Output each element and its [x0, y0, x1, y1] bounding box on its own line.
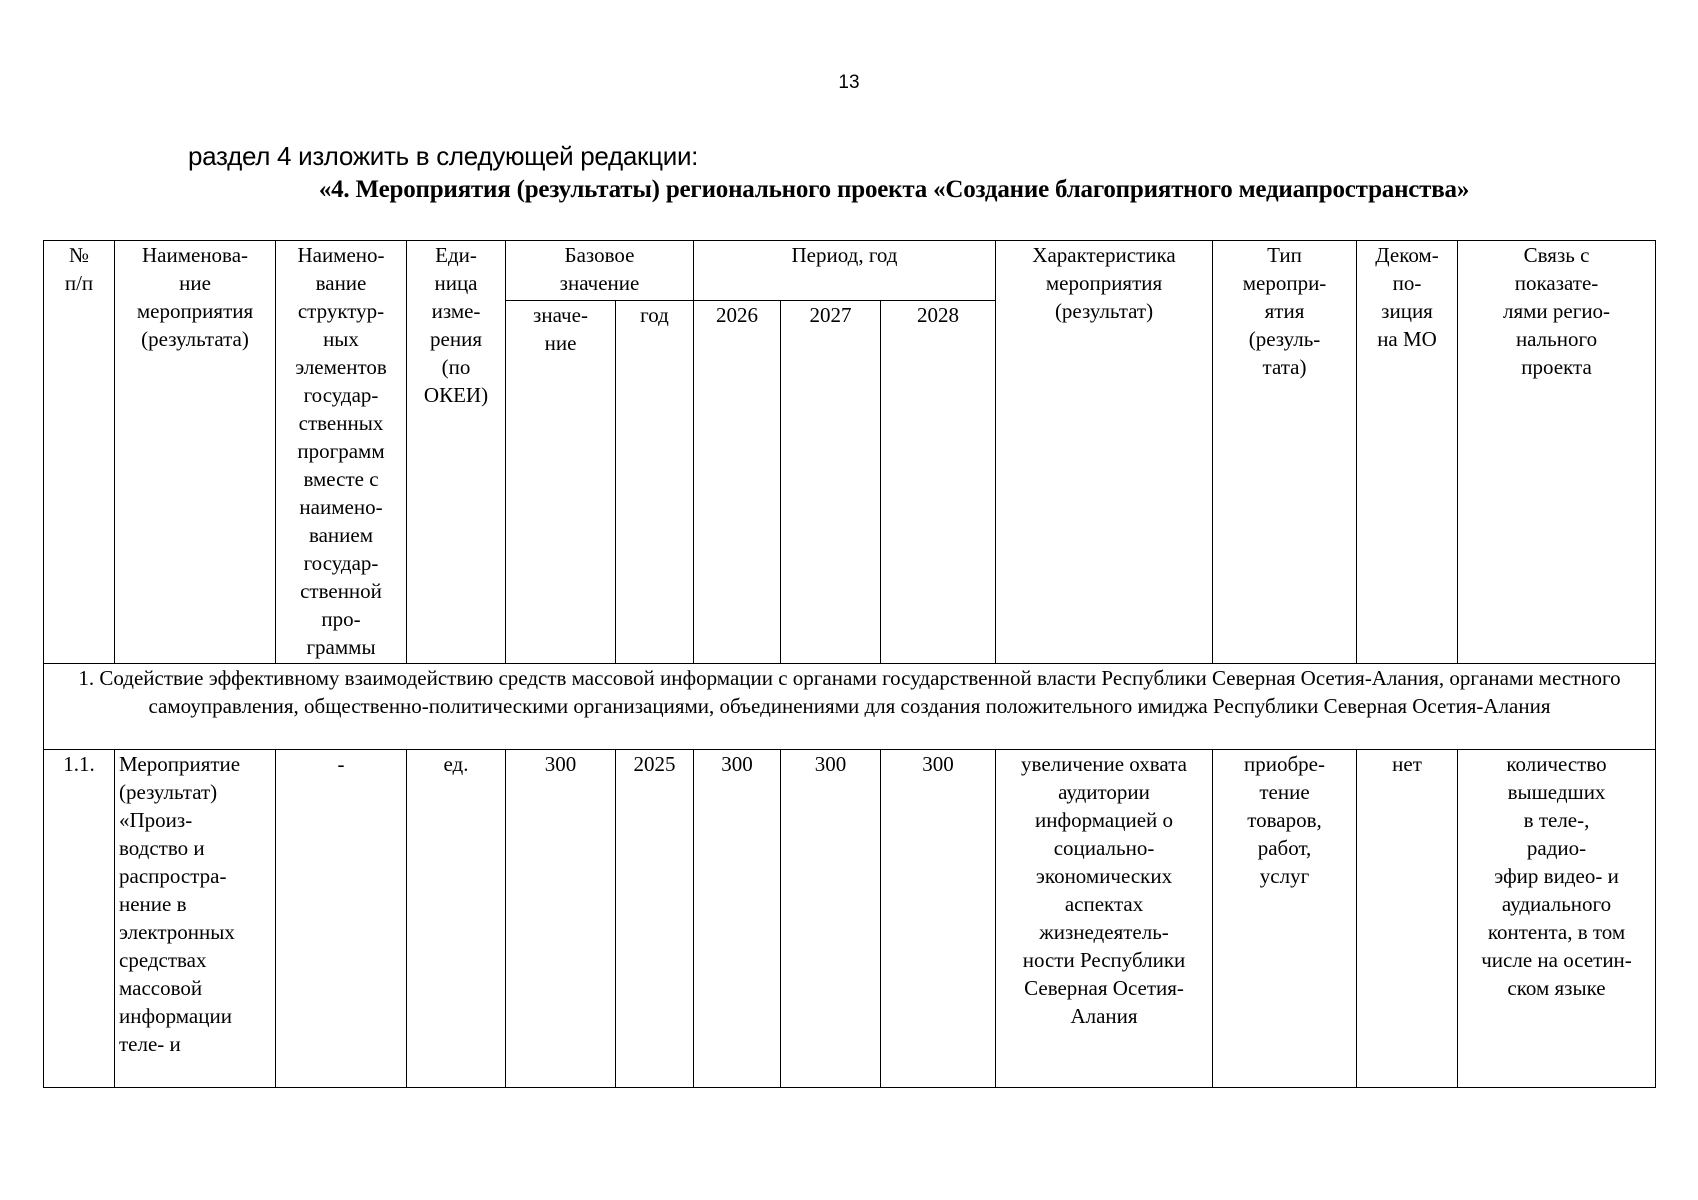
section-row: [44, 664, 1656, 750]
row-num: 1.1.: [44, 750, 115, 1088]
row-link: количество вышедших в теле-, радио- эфир видео- и аудиального контента, в том числе на осетин- ском языке: [1458, 750, 1656, 1088]
section-title: 1. Содействие эффективному взаимодействию средств массовой информации с органами государственной власти Республики Северная Осетия-Алания, органами местного самоуправления, общественно-политическими организациями, объединениями для создания положительного имиджа Республики Северная Осетия-Алания: [44, 664, 1656, 750]
header-event-name: Наименова- ние мероприятия (результата): [115, 241, 276, 664]
header-link: Связь с показате- лями регио- нального проекта: [1458, 241, 1656, 664]
header-base-year: год: [616, 301, 694, 664]
section-heading: «4. Мероприятия (результаты) регионального проекта «Создание благоприятного медиапространства»: [318, 176, 1470, 203]
header-row-1: [44, 241, 1656, 301]
header-period: Период, год: [694, 241, 996, 301]
row-base-value: 300: [506, 750, 616, 1088]
header-unit: Еди- ница изме- рения (по ОКЕИ): [407, 241, 506, 664]
row-year-2028: 300: [881, 750, 996, 1088]
header-year-2026: 2026: [694, 301, 781, 664]
row-base-year: 2025: [616, 750, 694, 1088]
table-row: [44, 750, 1656, 1088]
events-table: [43, 240, 1656, 1088]
header-characteristic: Характеристика мероприятия (результат): [996, 241, 1213, 664]
row-year-2026: 300: [694, 750, 781, 1088]
header-type: Тип меропри- ятия (резуль- тата): [1213, 241, 1357, 664]
header-decomposition: Деком- по- зиция на МО: [1357, 241, 1458, 664]
header-base-value: значе- ние: [506, 301, 616, 664]
row-structural: -: [276, 750, 407, 1088]
header-structural-elements: Наимено- вание структур- ных элементов государ- ственных программ вместе с наимено- ванием государ- ственной про- граммы: [276, 241, 407, 664]
row-year-2027: 300: [781, 750, 881, 1088]
header-num: № п/п: [44, 241, 115, 664]
header-year-2028: 2028: [881, 301, 996, 664]
row-decomposition: нет: [1357, 750, 1458, 1088]
page-number: 13: [838, 72, 860, 93]
row-unit: ед.: [407, 750, 506, 1088]
row-event-name: Мероприятие (результат) «Произ- водство и распростра- нение в электронных средствах массовой информации теле- и: [115, 750, 276, 1088]
header-base: Базовое значение: [506, 241, 694, 301]
header-year-2027: 2027: [781, 301, 881, 664]
row-characteristic: увеличение охвата аудитории информацией о социально- экономических аспектах жизнедеятель- ности Республики Северная Осетия- Алания: [996, 750, 1213, 1088]
intro-text: раздел 4 изложить в следующей редакции:: [188, 141, 699, 171]
row-type: приобре- тение товаров, работ, услуг: [1213, 750, 1357, 1088]
